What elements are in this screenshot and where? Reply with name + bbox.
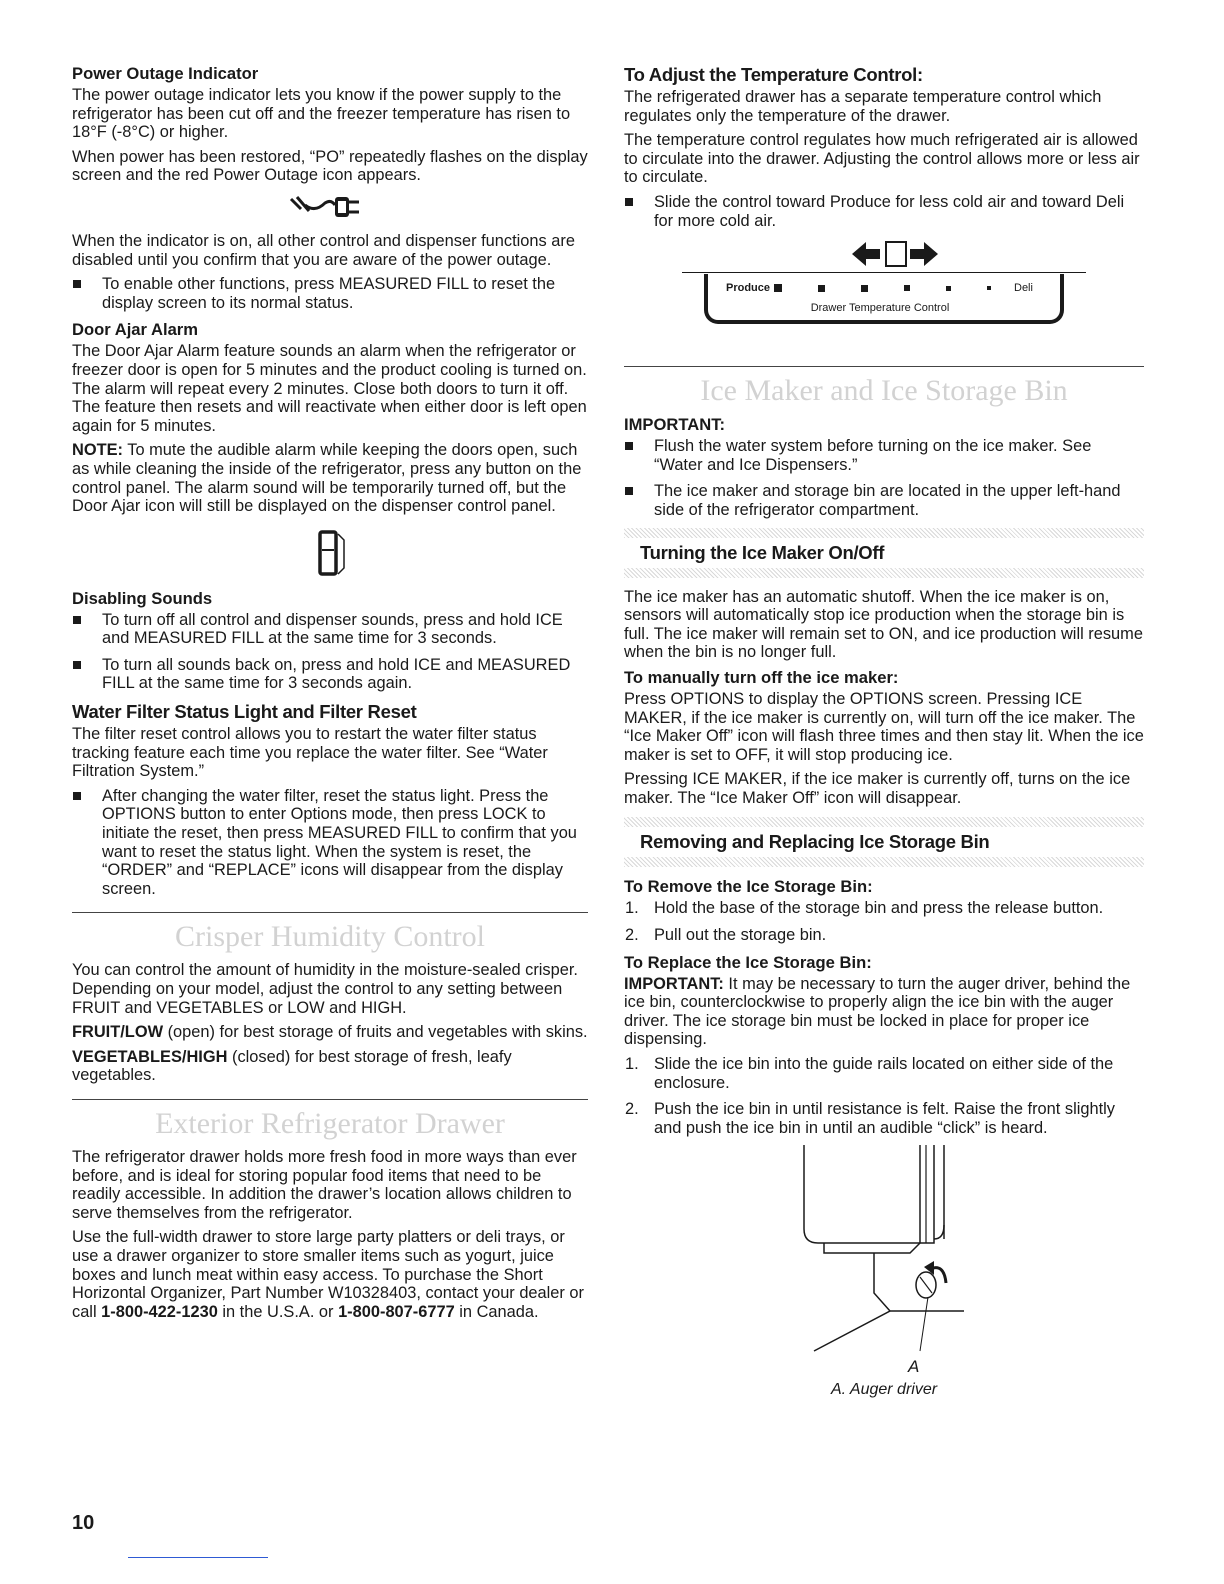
hatched-bar	[624, 817, 1144, 827]
door-ajar-note	[72, 441, 588, 515]
drawer-text-2	[72, 1228, 588, 1321]
temp-control-heading: To Adjust the Temperature Control:	[624, 64, 923, 85]
diagram-caption: Drawer Temperature Control	[810, 302, 950, 315]
ice-maker-bullet-2: The ice maker and storage bin are located in the upper left-hand side of the refrigerator compartment.	[624, 482, 1144, 519]
right-column	[624, 64, 1144, 1401]
setting-dot	[904, 285, 910, 291]
unplugged-power-icon	[285, 191, 375, 223]
produce-label: Produce	[726, 282, 771, 295]
veg-text: (closed) for best storage of fresh, leafy vegetables.	[72, 1047, 512, 1085]
power-outage-icon-wrap	[72, 191, 588, 228]
section-divider	[72, 912, 588, 913]
section-divider	[72, 1099, 588, 1100]
drawer-text-2a: Use the full-width drawer to store large party platters or deli trays, or use a drawer organizer to store smaller items such as yogurt, juice boxes and lunch meat within easy access. To purchase the Short Horizontal Organizer, Part Number W10328403, contact your dealer or call	[72, 1228, 585, 1321]
disabling-sounds-bullet-2: To turn all sounds back on, press and hold ICE and MEASURED FILL at the same time for 3 seconds again.	[72, 656, 588, 693]
replace-step	[624, 1055, 1144, 1092]
left-column	[72, 64, 588, 1327]
drawer-title: Exterior Refrigerator Drawer	[155, 1106, 505, 1140]
on-off-text-3: Pressing ICE MAKER, if the ice maker is currently off, turns on the ice maker. The “Ice Maker Off” icon will disappear.	[624, 770, 1131, 807]
deli-label: Deli	[1014, 282, 1033, 295]
step-number: 2.	[625, 926, 639, 945]
ice-maker-title: Ice Maker and Ice Storage Bin	[700, 374, 1068, 408]
power-outage-bullets	[72, 275, 588, 312]
water-filter-heading: Water Filter Status Light and Filter Reset	[72, 701, 417, 723]
crisper-title: Crisper Humidity Control	[175, 920, 485, 954]
setting-dots	[774, 284, 991, 292]
replace-important	[624, 975, 1144, 1049]
power-outage-heading: Power Outage Indicator	[72, 64, 259, 83]
phone-canada: 1-800-807-6777	[338, 1302, 455, 1321]
fruit-label: FRUIT/LOW	[72, 1023, 164, 1042]
important-text: It may be necessary to turn the auger driver, behind the ice bin, counterclockwise to properly align the ice bin with the auger driver. The ice storage bin must be locked in place for proper ice dispensing.	[624, 974, 1131, 1049]
setting-dot	[861, 285, 868, 292]
power-outage-text-2: When power has been restored, “PO” repeatedly flashes on the display screen and the red Power Outage icon appears.	[72, 147, 588, 185]
crisper-fruit	[72, 1023, 588, 1042]
crisper-text: You can control the amount of humidity in the moisture-sealed crisper. Depending on your model, adjust the control to any setting between FRUIT and VEGETABLES or LOW and HIGH.	[72, 961, 578, 1017]
step-text: Slide the ice bin into the guide rails located on either side of the enclosure.	[654, 1055, 1114, 1092]
hatched-bar	[624, 528, 1144, 538]
fruit-text: (open) for best storage of fruits and vegetables with skins.	[163, 1023, 588, 1042]
replace-step	[624, 1100, 1144, 1137]
power-outage-bullet-1: To enable other functions, press MEASURED FILL to reset the display screen to its normal status.	[72, 275, 588, 312]
step-text: Hold the base of the storage bin and press the release button.	[654, 899, 1104, 918]
auger-figure	[624, 1145, 1144, 1401]
disabling-sounds-bullet-1: To turn off all control and dispenser sounds, press and hold ICE and MEASURED FILL at the same time for 3 seconds.	[72, 611, 588, 648]
door-ajar-text: The Door Ajar Alarm feature sounds an alarm when the refrigerator or freezer door is open for 5 minutes and the product cooling is turned on. The alarm will repeat every 2 minutes. Close both doors to turn it off. The feature then resets and will reactivate when either door is left open again for 5 minutes.	[72, 342, 587, 435]
on-off-text-1: The ice maker has an automatic shutoff. When the ice maker is on, sensors will automatically stop ice production when the storage bin is full. The ice maker will remain set to ON, and ice production will resume when the bin is no longer full.	[624, 587, 1143, 662]
power-outage-text-1: The power outage indicator lets you know if the power supply to the refrigerator has been cut off and the freezer temperature has risen to 18°F (-8°C) or higher.	[72, 86, 571, 142]
step-number: 1.	[625, 899, 639, 918]
step-text: Pull out the storage bin.	[654, 926, 827, 945]
remove-steps	[624, 899, 1144, 944]
disabling-sounds-bullets	[72, 611, 588, 693]
power-outage-text-3: When the indicator is on, all other control and dispenser functions are disabled until you confirm that you are aware of the power outage.	[72, 231, 575, 269]
slide-arrows-icon	[850, 238, 960, 270]
drawer-text-2c: in Canada.	[454, 1302, 539, 1321]
water-filter-text: The filter reset control allows you to restart the water filter status tracking feature each time you replace the water filter. See “Water Filtration System.”	[72, 725, 548, 781]
door-ajar-heading: Door Ajar Alarm	[72, 320, 199, 340]
temperature-control-diagram	[624, 238, 1144, 348]
bin-heading: Removing and Replacing Ice Storage Bin	[640, 831, 990, 853]
drawer-text-1: The refrigerator drawer holds more fresh food in more ways than ever before, and is ideal for storing popular food items that need to be readily accessible. In addition the drawer’s location allows children to serve themselves from the refrigerator.	[72, 1147, 577, 1222]
water-filter-bullet-1: After changing the water filter, reset the status light. Press the OPTIONS button to enter Options mode, then press LOCK to initiate the reset, then press MEASURED FILL to confirm that you want to reset the status light. When the system is reset, the “ORDER” and “REPLACE” icons will disappear from the display screen.	[72, 787, 588, 899]
manual-off-heading: To manually turn off the ice maker:	[624, 667, 899, 687]
step-text: Push the ice bin in until resistance is felt. Raise the front slightly and push the ice bin in until an audible “click” is heard.	[654, 1100, 1115, 1137]
on-off-heading: Turning the Ice Maker On/Off	[640, 541, 885, 563]
section-divider	[624, 366, 1144, 367]
replace-bin-heading: To Replace the Ice Storage Bin:	[624, 952, 872, 972]
setting-dot	[987, 286, 991, 290]
veg-label: VEGETABLES/HIGH	[72, 1047, 228, 1066]
open-door-icon	[310, 528, 350, 578]
setting-dot	[818, 285, 825, 292]
footer-rule	[128, 1557, 268, 1558]
setting-dot	[774, 284, 782, 292]
figure-caption: A. Auger driver	[830, 1381, 938, 1399]
temp-control-text-1: The refrigerated drawer has a separate temperature control which regulates only the temperature of the drawer.	[624, 88, 1102, 125]
step-number: 1.	[625, 1055, 639, 1074]
door-ajar-icon-wrap	[72, 528, 588, 583]
ice-maker-bullet-1: Flush the water system before turning on the ice maker. See “Water and Ice Dispensers.”	[624, 437, 1144, 474]
hatched-bar	[624, 568, 1144, 578]
important-label: IMPORTANT:	[624, 974, 724, 993]
remove-step	[624, 926, 1144, 945]
note-label: NOTE:	[72, 441, 123, 460]
step-number: 2.	[625, 1100, 639, 1119]
drawer-text-2b: in the U.S.A. or	[217, 1302, 339, 1321]
phone-us: 1-800-422-1230	[101, 1302, 218, 1321]
diagram-top-rule	[682, 272, 1086, 273]
replace-steps	[624, 1055, 1144, 1137]
note-text: To mute the audible alarm while keeping the doors open, such as while cleaning the inside of the refrigerator, press any button on the control panel. The alarm sound will be temporarily turned off, but the Door Ajar icon will still be displayed on the dispenser control panel.	[72, 441, 582, 516]
remove-bin-heading: To Remove the Ice Storage Bin:	[624, 877, 873, 897]
remove-step	[624, 899, 1144, 918]
important-label: IMPORTANT:	[624, 415, 726, 435]
setting-dot	[946, 286, 951, 291]
ice-maker-bullets	[624, 437, 1144, 519]
disabling-sounds-heading: Disabling Sounds	[72, 588, 213, 608]
on-off-text-2: Press OPTIONS to display the OPTIONS screen. Pressing ICE MAKER, if the ice maker is currently on, will turn off the ice maker. The “Ice Maker Off” icon will flash three times and then stay lit. When the ice maker is set to OFF, it will stop producing ice.	[624, 689, 1144, 764]
crisper-veg	[72, 1048, 588, 1085]
hatched-bar	[624, 857, 1144, 867]
auger-driver-illustration	[794, 1145, 984, 1365]
temp-control-text-2: The temperature control regulates how much refrigerated air is allowed to circulate into the drawer. Adjusting the control allows more or less air to circulate.	[624, 131, 1140, 187]
temp-control-bullets	[624, 193, 1144, 230]
water-filter-bullets	[72, 787, 588, 899]
page-number: 10	[72, 1512, 95, 1534]
figure-letter: A	[908, 1357, 920, 1377]
temp-control-bullet-1: Slide the control toward Produce for less cold air and toward Deli for more cold air.	[624, 193, 1144, 230]
